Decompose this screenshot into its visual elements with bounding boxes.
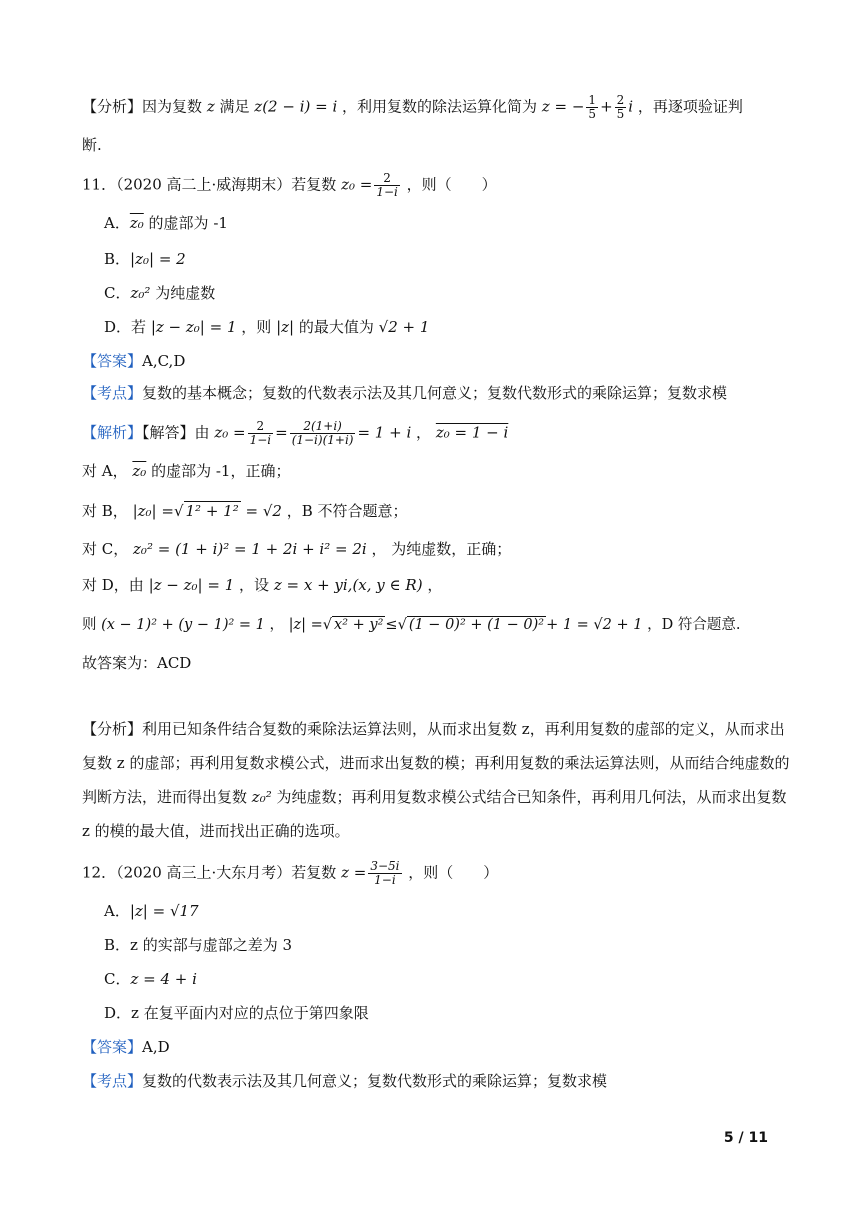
text: 为纯虚数 xyxy=(155,284,216,302)
text: D．若 xyxy=(104,318,147,336)
fraction xyxy=(374,172,400,199)
num: 2(1+i) xyxy=(290,420,356,434)
text: 复数的代数表示法及其几何意义；复数代数形式的乘除运算；复数求模 xyxy=(142,1072,608,1090)
math: z = x + yi,(x, y ∈ R) xyxy=(273,576,423,594)
text: 则 xyxy=(82,617,97,633)
text: ，再逐项验证判 xyxy=(637,97,743,116)
math: z₀ xyxy=(129,214,144,232)
q11-option-a xyxy=(104,212,790,234)
math: ≤ xyxy=(385,617,398,633)
math: z₀² xyxy=(130,284,151,302)
q11-solution-c xyxy=(82,538,790,560)
q11-answer xyxy=(82,350,790,372)
q11-analysis-paragraph xyxy=(82,712,790,848)
text: 的最大值为 xyxy=(298,318,374,336)
math: + xyxy=(600,97,613,116)
text: 故答案为：ACD xyxy=(82,654,192,672)
text: 满足 xyxy=(219,97,250,116)
text: 对 D，由 xyxy=(82,576,144,594)
q12-knowledge-points xyxy=(82,1070,790,1092)
q11-option-c xyxy=(104,282,790,304)
q12-answer xyxy=(82,1036,790,1058)
solution-tag: 【解析】 xyxy=(82,423,143,442)
fraction xyxy=(586,94,598,121)
q12-option-a xyxy=(104,900,790,922)
math: z = 4 + i xyxy=(130,970,197,988)
math: + 1 = √2 + 1 xyxy=(546,617,643,633)
text: 对 B， xyxy=(82,502,128,520)
text: D．z 在复平面内对应的点位于第四象限 xyxy=(104,1004,369,1022)
text: C． xyxy=(104,284,131,302)
text: 复数的基本概念；复数的代数表示法及其几何意义；复数代数形式的乘除运算；复数求模 xyxy=(142,384,728,402)
text: 的虚部为 -1，正确； xyxy=(151,462,291,480)
text: 因为复数 xyxy=(142,97,203,116)
fraction xyxy=(368,860,401,887)
text: ， xyxy=(416,423,432,442)
answer-tag: 【答案】 xyxy=(82,352,143,370)
text: B．z 的实部与虚部之差为 3 xyxy=(104,936,293,954)
page-number: 5 / 11 xyxy=(723,1130,768,1146)
analysis-tag: 【分析】 xyxy=(82,720,143,738)
fraction xyxy=(248,420,274,447)
text: ，利用复数的除法运算化简为 xyxy=(342,97,538,116)
math: z₀ = xyxy=(214,423,246,442)
q11-stem xyxy=(82,172,790,199)
math: |z − z₀| = 1 xyxy=(148,576,235,594)
math: (1 − 0)² + (1 − 0)² xyxy=(408,617,545,633)
q11-option-d xyxy=(104,316,790,338)
answer-value: A,C,D xyxy=(142,352,186,370)
math: |z| = √17 xyxy=(129,902,199,920)
text: 对 C， xyxy=(82,540,129,558)
text: ， xyxy=(427,576,443,594)
text: 对 A， xyxy=(82,462,128,480)
math: = √2 xyxy=(245,502,282,520)
math: |z₀| = xyxy=(132,502,174,520)
analysis-line-1 xyxy=(82,94,790,121)
q11-solution-line xyxy=(82,420,790,447)
text: ，设 xyxy=(239,576,270,594)
den: 1−i xyxy=(376,185,398,199)
math: z(2 − i) = i xyxy=(254,97,338,116)
math: 1² + 1² xyxy=(185,502,239,520)
math: z = − xyxy=(541,97,585,116)
q11-knowledge-points xyxy=(82,382,790,404)
math: z₀ xyxy=(132,462,147,480)
kp-tag: 【考点】 xyxy=(82,1072,143,1090)
den: 5 xyxy=(588,107,597,121)
text: ，则 xyxy=(241,318,272,336)
text: A． xyxy=(104,902,130,920)
den: 1−i xyxy=(249,433,272,447)
math: z xyxy=(206,97,215,116)
analysis-line-2 xyxy=(82,134,790,156)
q11-solution-e: 则 (x − 1)² + (y − 1)² = 1 ， |z| =√ x² + y² ≤√ (1 − 0)² + (1 − 0)² + 1 = √2 + 1 ，D 符合题意. xyxy=(82,617,741,633)
den: 1−i xyxy=(374,873,396,887)
q11-solution-b: 对 B， |z₀| =√ 1² + 1² = √2 ，B 不符合题意； xyxy=(82,502,408,520)
q11-option-b xyxy=(104,248,790,270)
q12-stem xyxy=(82,860,790,887)
fraction xyxy=(290,420,356,447)
math: = xyxy=(275,423,288,442)
text: 利用已知条件结合复数的乘除法运算法则，从而求出复数 z，再利用复数的虚部的定义，从而求出复数 z 的虚部；再利用复数求模公式，进而求出复数的模；再利用复数的乘法运算法则，从而结合纯虚数的判断方法，进而得出复数 xyxy=(82,720,790,806)
answer-value: A,D xyxy=(142,1038,170,1056)
math: i xyxy=(628,97,634,116)
fraction xyxy=(615,94,627,121)
text: ，则（ ） xyxy=(408,863,499,882)
text: 【解答】由 xyxy=(142,423,210,442)
math: |z| = xyxy=(288,617,323,633)
q12-option-c xyxy=(104,968,790,990)
math: |z − z₀| = 1 xyxy=(150,318,237,336)
answer-tag: 【答案】 xyxy=(82,1038,143,1056)
math: (x − 1)² + (y − 1)² = 1 xyxy=(101,617,265,633)
math: z₀ = 1 − i xyxy=(435,423,509,442)
den: (1−i)(1+i) xyxy=(291,433,354,447)
text: 断. xyxy=(82,136,102,154)
text: 11．（2020 高二上·威海期末）若复数 xyxy=(82,175,337,194)
text: ，D 符合题意. xyxy=(647,617,741,633)
num: 2 xyxy=(374,172,400,186)
text: ，则（ ） xyxy=(406,175,497,194)
text: A． xyxy=(104,214,130,232)
text: ，B 不符合题意； xyxy=(286,502,408,520)
den: 5 xyxy=(616,107,625,121)
q11-solution-d xyxy=(82,574,790,596)
math: z = xyxy=(341,863,367,882)
math: z₀² xyxy=(251,788,272,806)
text: B． xyxy=(104,250,131,268)
math: |z₀| = 2 xyxy=(130,250,186,268)
math: z₀² = (1 + i)² = 1 + 2i + i² = 2i xyxy=(133,540,367,558)
math: z₀ = xyxy=(341,175,373,194)
num: 2 xyxy=(248,420,274,434)
num: 1 xyxy=(588,93,597,107)
text: 为纯虚数；再利用复数求模公式结合已知条件，再利用几何法，从而求出复数 z 的模的最大值，进而找出正确的选项。 xyxy=(82,788,787,840)
text: 12．（2020 高三上·大东月考）若复数 xyxy=(82,863,337,882)
math: x² + y² xyxy=(334,617,384,633)
q11-final-answer xyxy=(82,652,790,674)
q12-option-d xyxy=(104,1002,790,1024)
text: 的虚部为 -1 xyxy=(148,214,228,232)
text: ， 为纯虚数，正确； xyxy=(371,540,512,558)
analysis-tag: 【分析】 xyxy=(82,97,143,116)
math: = 1 + i xyxy=(357,423,412,442)
text: C． xyxy=(104,970,131,988)
text: ， xyxy=(269,617,284,633)
q12-option-b xyxy=(104,934,790,956)
num: 2 xyxy=(616,93,625,107)
q11-solution-a xyxy=(82,460,790,482)
math: |z| xyxy=(276,318,295,336)
num: 3−5i xyxy=(370,859,400,873)
math: √2 + 1 xyxy=(378,318,430,336)
kp-tag: 【考点】 xyxy=(82,384,143,402)
